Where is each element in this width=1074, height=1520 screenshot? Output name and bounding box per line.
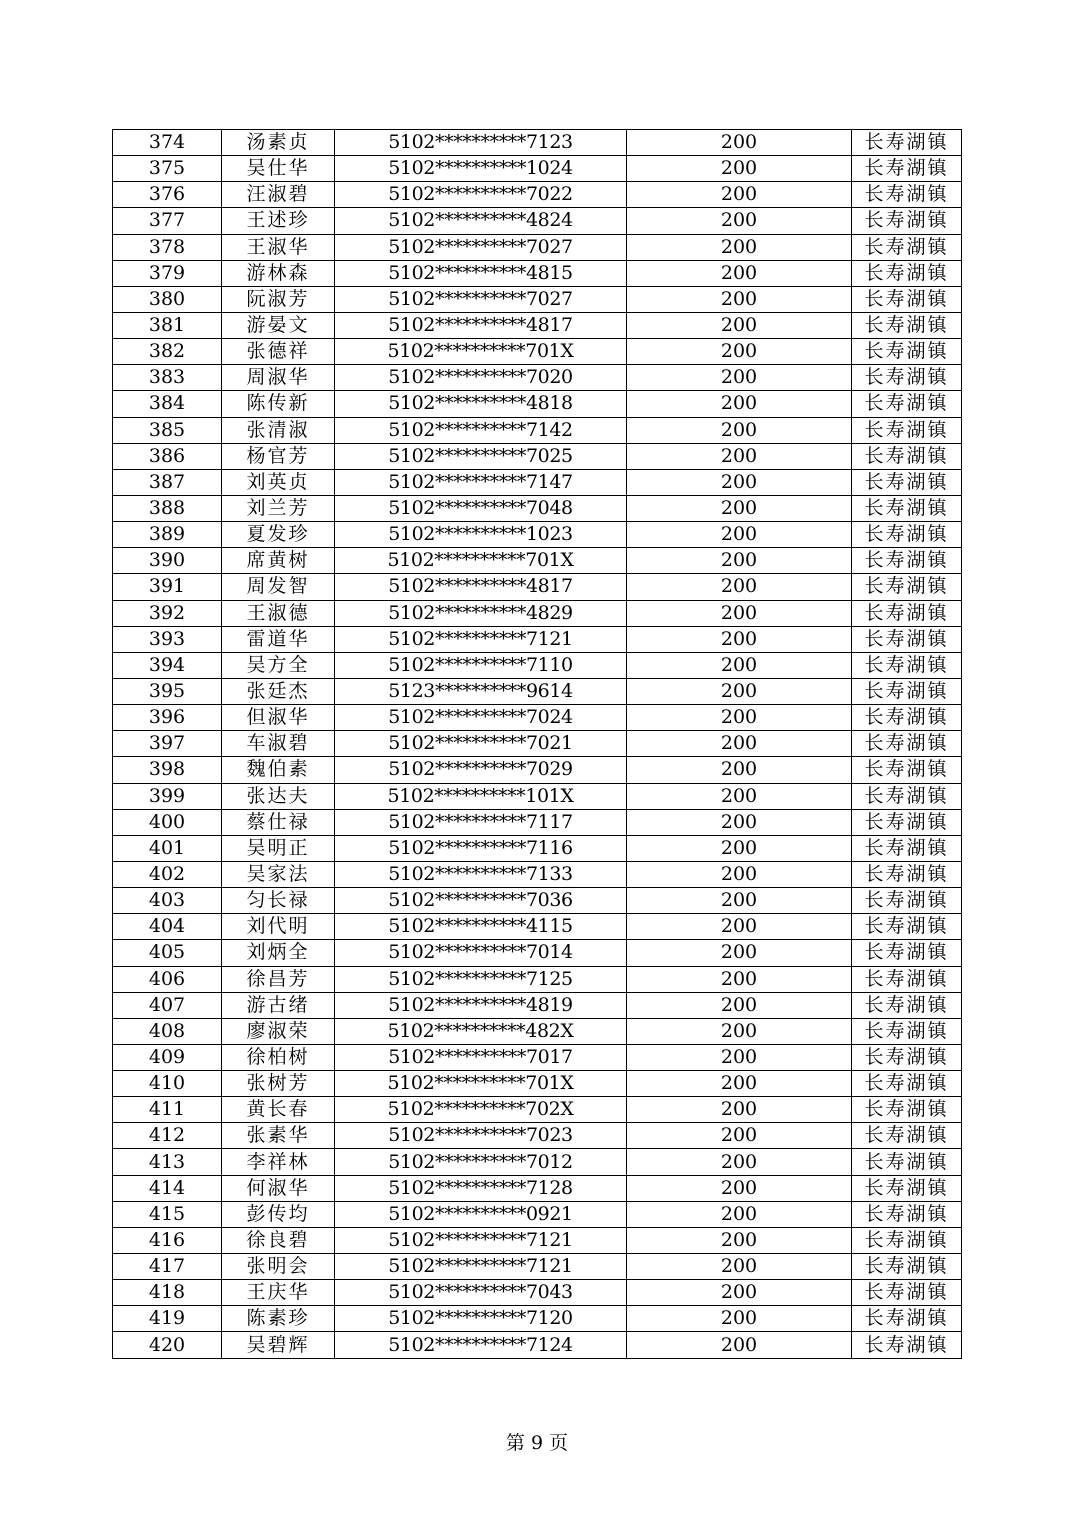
amount-cell: 200 [627, 286, 852, 312]
id-number-cell: 5123**********9614 [335, 678, 627, 704]
table-row [113, 182, 962, 208]
serial-number-cell: 390 [113, 548, 222, 574]
id-number-cell: 5102**********7116 [335, 835, 627, 861]
id-number-cell: 5102**********7048 [335, 495, 627, 521]
amount-cell: 200 [627, 574, 852, 600]
id-number-cell: 5102**********4115 [335, 914, 627, 940]
table-row [113, 1071, 962, 1097]
table-row [113, 966, 962, 992]
serial-number-cell: 385 [113, 417, 222, 443]
name-cell: 张达夫 [222, 783, 335, 809]
table-row [113, 1175, 962, 1201]
id-number-cell: 5102**********7147 [335, 469, 627, 495]
name-cell: 吴家法 [222, 861, 335, 887]
serial-number-cell: 376 [113, 182, 222, 208]
amount-cell: 200 [627, 600, 852, 626]
town-cell: 长寿湖镇 [852, 1175, 962, 1201]
serial-number-cell: 401 [113, 835, 222, 861]
id-number-cell: 5102**********7020 [335, 365, 627, 391]
name-cell: 廖淑荣 [222, 1018, 335, 1044]
table-row [113, 339, 962, 365]
amount-cell: 200 [627, 469, 852, 495]
serial-number-cell: 398 [113, 757, 222, 783]
name-cell: 张素华 [222, 1123, 335, 1149]
town-cell: 长寿湖镇 [852, 208, 962, 234]
name-cell: 刘代明 [222, 914, 335, 940]
town-cell: 长寿湖镇 [852, 548, 962, 574]
amount-cell: 200 [627, 1201, 852, 1227]
name-cell: 吴仕华 [222, 156, 335, 182]
town-cell: 长寿湖镇 [852, 652, 962, 678]
name-cell: 张树芳 [222, 1071, 335, 1097]
serial-number-cell: 402 [113, 861, 222, 887]
table-row [113, 365, 962, 391]
serial-number-cell: 386 [113, 443, 222, 469]
serial-number-cell: 406 [113, 966, 222, 992]
serial-number-cell: 379 [113, 260, 222, 286]
serial-number-cell: 388 [113, 495, 222, 521]
name-cell: 吴明正 [222, 835, 335, 861]
town-cell: 长寿湖镇 [852, 1149, 962, 1175]
table-row [113, 914, 962, 940]
serial-number-cell: 417 [113, 1254, 222, 1280]
amount-cell: 200 [627, 888, 852, 914]
serial-number-cell: 393 [113, 626, 222, 652]
table-row [113, 1306, 962, 1332]
table-row [113, 260, 962, 286]
name-cell: 彭传均 [222, 1201, 335, 1227]
id-number-cell: 5102**********7043 [335, 1280, 627, 1306]
id-number-cell: 5102**********7021 [335, 731, 627, 757]
name-cell: 张清淑 [222, 417, 335, 443]
name-cell: 王庆华 [222, 1280, 335, 1306]
town-cell: 长寿湖镇 [852, 1280, 962, 1306]
town-cell: 长寿湖镇 [852, 783, 962, 809]
town-cell: 长寿湖镇 [852, 130, 962, 156]
table-row [113, 1254, 962, 1280]
town-cell: 长寿湖镇 [852, 914, 962, 940]
id-number-cell: 5102**********7128 [335, 1175, 627, 1201]
amount-cell: 200 [627, 1071, 852, 1097]
name-cell: 吴碧辉 [222, 1332, 335, 1358]
amount-cell: 200 [627, 1280, 852, 1306]
amount-cell: 200 [627, 548, 852, 574]
name-cell: 魏伯素 [222, 757, 335, 783]
amount-cell: 200 [627, 417, 852, 443]
table-row [113, 652, 962, 678]
town-cell: 长寿湖镇 [852, 260, 962, 286]
serial-number-cell: 397 [113, 731, 222, 757]
amount-cell: 200 [627, 522, 852, 548]
amount-cell: 200 [627, 678, 852, 704]
name-cell: 王淑华 [222, 234, 335, 260]
amount-cell: 200 [627, 1149, 852, 1175]
name-cell: 王述珍 [222, 208, 335, 234]
id-number-cell: 5102**********4824 [335, 208, 627, 234]
town-cell: 长寿湖镇 [852, 678, 962, 704]
town-cell: 长寿湖镇 [852, 286, 962, 312]
id-number-cell: 5102**********7121 [335, 1227, 627, 1253]
amount-cell: 200 [627, 1097, 852, 1123]
table-row [113, 809, 962, 835]
table-row [113, 312, 962, 338]
id-number-cell: 5102**********7142 [335, 417, 627, 443]
id-number-cell: 5102**********1024 [335, 156, 627, 182]
town-cell: 长寿湖镇 [852, 391, 962, 417]
table-row [113, 600, 962, 626]
town-cell: 长寿湖镇 [852, 1018, 962, 1044]
amount-cell: 200 [627, 1306, 852, 1332]
name-cell: 王淑德 [222, 600, 335, 626]
amount-cell: 200 [627, 182, 852, 208]
serial-number-cell: 412 [113, 1123, 222, 1149]
id-number-cell: 5102**********7036 [335, 888, 627, 914]
amount-cell: 200 [627, 992, 852, 1018]
serial-number-cell: 392 [113, 600, 222, 626]
id-number-cell: 5102**********0921 [335, 1201, 627, 1227]
table-row [113, 705, 962, 731]
recipient-table [112, 129, 962, 1359]
id-number-cell: 5102**********7027 [335, 286, 627, 312]
name-cell: 周淑华 [222, 365, 335, 391]
name-cell: 匀长禄 [222, 888, 335, 914]
town-cell: 长寿湖镇 [852, 365, 962, 391]
town-cell: 长寿湖镇 [852, 966, 962, 992]
id-number-cell: 5102**********4817 [335, 312, 627, 338]
serial-number-cell: 378 [113, 234, 222, 260]
table-row [113, 678, 962, 704]
amount-cell: 200 [627, 626, 852, 652]
amount-cell: 200 [627, 208, 852, 234]
serial-number-cell: 407 [113, 992, 222, 1018]
id-number-cell: 5102**********4815 [335, 260, 627, 286]
id-number-cell: 5102**********1023 [335, 522, 627, 548]
id-number-cell: 5102**********701X [335, 1071, 627, 1097]
table-row [113, 469, 962, 495]
id-number-cell: 5102**********7110 [335, 652, 627, 678]
town-cell: 长寿湖镇 [852, 992, 962, 1018]
id-number-cell: 5102**********7133 [335, 861, 627, 887]
amount-cell: 200 [627, 1175, 852, 1201]
name-cell: 杨官芳 [222, 443, 335, 469]
table-row [113, 391, 962, 417]
town-cell: 长寿湖镇 [852, 234, 962, 260]
name-cell: 刘炳全 [222, 940, 335, 966]
table-row [113, 783, 962, 809]
id-number-cell: 5102**********7029 [335, 757, 627, 783]
serial-number-cell: 399 [113, 783, 222, 809]
town-cell: 长寿湖镇 [852, 888, 962, 914]
id-number-cell: 5102**********7024 [335, 705, 627, 731]
serial-number-cell: 408 [113, 1018, 222, 1044]
amount-cell: 200 [627, 339, 852, 365]
name-cell: 游晏文 [222, 312, 335, 338]
amount-cell: 200 [627, 365, 852, 391]
name-cell: 陈传新 [222, 391, 335, 417]
name-cell: 何淑华 [222, 1175, 335, 1201]
table-row [113, 548, 962, 574]
id-number-cell: 5102**********7022 [335, 182, 627, 208]
id-number-cell: 5102**********702X [335, 1097, 627, 1123]
id-number-cell: 5102**********701X [335, 548, 627, 574]
serial-number-cell: 403 [113, 888, 222, 914]
table-row [113, 1332, 962, 1358]
name-cell: 张廷杰 [222, 678, 335, 704]
serial-number-cell: 381 [113, 312, 222, 338]
town-cell: 长寿湖镇 [852, 1332, 962, 1358]
table-row [113, 1018, 962, 1044]
page-number: 第 9 页 [505, 1432, 569, 1454]
town-cell: 长寿湖镇 [852, 1254, 962, 1280]
id-number-cell: 5102**********7025 [335, 443, 627, 469]
id-number-cell: 5102**********7017 [335, 1044, 627, 1070]
serial-number-cell: 416 [113, 1227, 222, 1253]
serial-number-cell: 418 [113, 1280, 222, 1306]
name-cell: 张明会 [222, 1254, 335, 1280]
serial-number-cell: 375 [113, 156, 222, 182]
table-row [113, 130, 962, 156]
table-row [113, 1097, 962, 1123]
serial-number-cell: 396 [113, 705, 222, 731]
serial-number-cell: 380 [113, 286, 222, 312]
amount-cell: 200 [627, 234, 852, 260]
town-cell: 长寿湖镇 [852, 1306, 962, 1332]
serial-number-cell: 387 [113, 469, 222, 495]
id-number-cell: 5102**********7023 [335, 1123, 627, 1149]
serial-number-cell: 395 [113, 678, 222, 704]
town-cell: 长寿湖镇 [852, 156, 962, 182]
id-number-cell: 5102**********4819 [335, 992, 627, 1018]
name-cell: 但淑华 [222, 705, 335, 731]
town-cell: 长寿湖镇 [852, 940, 962, 966]
id-number-cell: 5102**********7117 [335, 809, 627, 835]
id-number-cell: 5102**********482X [335, 1018, 627, 1044]
amount-cell: 200 [627, 652, 852, 678]
town-cell: 长寿湖镇 [852, 626, 962, 652]
town-cell: 长寿湖镇 [852, 495, 962, 521]
serial-number-cell: 400 [113, 809, 222, 835]
amount-cell: 200 [627, 391, 852, 417]
serial-number-cell: 374 [113, 130, 222, 156]
id-number-cell: 5102**********7123 [335, 130, 627, 156]
amount-cell: 200 [627, 705, 852, 731]
id-number-cell: 5102**********7120 [335, 1306, 627, 1332]
name-cell: 徐柏树 [222, 1044, 335, 1070]
serial-number-cell: 391 [113, 574, 222, 600]
town-cell: 长寿湖镇 [852, 731, 962, 757]
table-row [113, 940, 962, 966]
name-cell: 游林森 [222, 260, 335, 286]
town-cell: 长寿湖镇 [852, 417, 962, 443]
id-number-cell: 5102**********7012 [335, 1149, 627, 1175]
amount-cell: 200 [627, 1044, 852, 1070]
id-number-cell: 5102**********7121 [335, 1254, 627, 1280]
amount-cell: 200 [627, 156, 852, 182]
amount-cell: 200 [627, 835, 852, 861]
table-row [113, 731, 962, 757]
id-number-cell: 5102**********7121 [335, 626, 627, 652]
id-number-cell: 5102**********101X [335, 783, 627, 809]
amount-cell: 200 [627, 914, 852, 940]
table-row [113, 1044, 962, 1070]
town-cell: 长寿湖镇 [852, 600, 962, 626]
amount-cell: 200 [627, 966, 852, 992]
amount-cell: 200 [627, 861, 852, 887]
town-cell: 长寿湖镇 [852, 809, 962, 835]
id-number-cell: 5102**********4817 [335, 574, 627, 600]
table-row [113, 234, 962, 260]
town-cell: 长寿湖镇 [852, 312, 962, 338]
serial-number-cell: 382 [113, 339, 222, 365]
table-row [113, 1201, 962, 1227]
id-number-cell: 5102**********7027 [335, 234, 627, 260]
amount-cell: 200 [627, 809, 852, 835]
table-row [113, 861, 962, 887]
serial-number-cell: 377 [113, 208, 222, 234]
id-number-cell: 5102**********4829 [335, 600, 627, 626]
name-cell: 徐昌芳 [222, 966, 335, 992]
town-cell: 长寿湖镇 [852, 574, 962, 600]
name-cell: 周发智 [222, 574, 335, 600]
serial-number-cell: 411 [113, 1097, 222, 1123]
amount-cell: 200 [627, 757, 852, 783]
name-cell: 席黄树 [222, 548, 335, 574]
amount-cell: 200 [627, 940, 852, 966]
name-cell: 徐良碧 [222, 1227, 335, 1253]
serial-number-cell: 394 [113, 652, 222, 678]
serial-number-cell: 419 [113, 1306, 222, 1332]
town-cell: 长寿湖镇 [852, 861, 962, 887]
table-row [113, 574, 962, 600]
town-cell: 长寿湖镇 [852, 522, 962, 548]
table-row [113, 1149, 962, 1175]
amount-cell: 200 [627, 1254, 852, 1280]
table-row [113, 888, 962, 914]
serial-number-cell: 389 [113, 522, 222, 548]
table-row [113, 1280, 962, 1306]
id-number-cell: 5102**********7125 [335, 966, 627, 992]
serial-number-cell: 413 [113, 1149, 222, 1175]
town-cell: 长寿湖镇 [852, 1044, 962, 1070]
name-cell: 张德祥 [222, 339, 335, 365]
name-cell: 李祥林 [222, 1149, 335, 1175]
table-row [113, 757, 962, 783]
name-cell: 游古绪 [222, 992, 335, 1018]
table-row [113, 522, 962, 548]
town-cell: 长寿湖镇 [852, 469, 962, 495]
name-cell: 雷道华 [222, 626, 335, 652]
amount-cell: 200 [627, 1332, 852, 1358]
amount-cell: 200 [627, 312, 852, 338]
name-cell: 蔡仕禄 [222, 809, 335, 835]
name-cell: 汤素贞 [222, 130, 335, 156]
amount-cell: 200 [627, 1018, 852, 1044]
amount-cell: 200 [627, 260, 852, 286]
recipient-table-body [113, 130, 962, 1359]
town-cell: 长寿湖镇 [852, 1201, 962, 1227]
town-cell: 长寿湖镇 [852, 1097, 962, 1123]
town-cell: 长寿湖镇 [852, 1227, 962, 1253]
table-row [113, 443, 962, 469]
table-row [113, 156, 962, 182]
table-row [113, 417, 962, 443]
amount-cell: 200 [627, 1123, 852, 1149]
name-cell: 刘兰芳 [222, 495, 335, 521]
name-cell: 阮淑芳 [222, 286, 335, 312]
table-row [113, 1227, 962, 1253]
name-cell: 汪淑碧 [222, 182, 335, 208]
amount-cell: 200 [627, 731, 852, 757]
id-number-cell: 5102**********7124 [335, 1332, 627, 1358]
amount-cell: 200 [627, 783, 852, 809]
serial-number-cell: 405 [113, 940, 222, 966]
serial-number-cell: 409 [113, 1044, 222, 1070]
serial-number-cell: 404 [113, 914, 222, 940]
table-row [113, 208, 962, 234]
serial-number-cell: 415 [113, 1201, 222, 1227]
town-cell: 长寿湖镇 [852, 443, 962, 469]
table-row [113, 286, 962, 312]
name-cell: 黄长春 [222, 1097, 335, 1123]
serial-number-cell: 410 [113, 1071, 222, 1097]
town-cell: 长寿湖镇 [852, 1071, 962, 1097]
serial-number-cell: 414 [113, 1175, 222, 1201]
amount-cell: 200 [627, 443, 852, 469]
name-cell: 夏发珍 [222, 522, 335, 548]
name-cell: 陈素珍 [222, 1306, 335, 1332]
name-cell: 吴方全 [222, 652, 335, 678]
table-row [113, 992, 962, 1018]
serial-number-cell: 420 [113, 1332, 222, 1358]
name-cell: 车淑碧 [222, 731, 335, 757]
amount-cell: 200 [627, 1227, 852, 1253]
town-cell: 长寿湖镇 [852, 182, 962, 208]
table-row [113, 495, 962, 521]
id-number-cell: 5102**********701X [335, 339, 627, 365]
id-number-cell: 5102**********4818 [335, 391, 627, 417]
amount-cell: 200 [627, 130, 852, 156]
town-cell: 长寿湖镇 [852, 835, 962, 861]
town-cell: 长寿湖镇 [852, 705, 962, 731]
table-row [113, 1123, 962, 1149]
id-number-cell: 5102**********7014 [335, 940, 627, 966]
town-cell: 长寿湖镇 [852, 339, 962, 365]
serial-number-cell: 384 [113, 391, 222, 417]
table-row [113, 835, 962, 861]
amount-cell: 200 [627, 495, 852, 521]
town-cell: 长寿湖镇 [852, 757, 962, 783]
serial-number-cell: 383 [113, 365, 222, 391]
town-cell: 长寿湖镇 [852, 1123, 962, 1149]
name-cell: 刘英贞 [222, 469, 335, 495]
table-row [113, 626, 962, 652]
